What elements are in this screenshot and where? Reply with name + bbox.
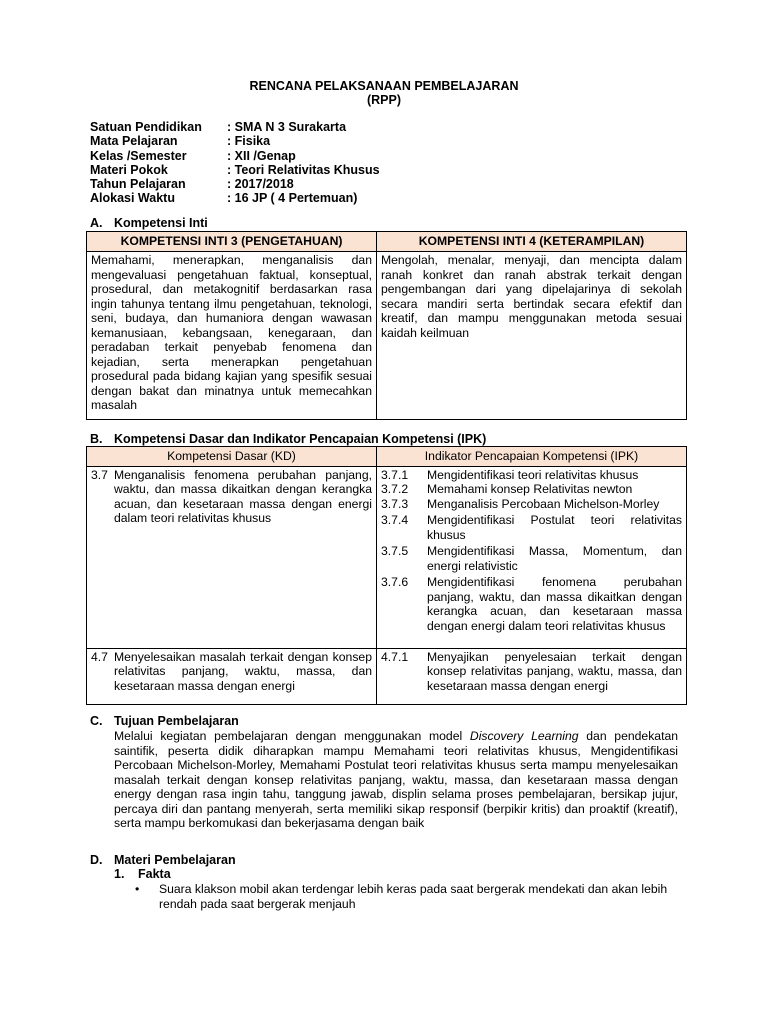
table-header: Kompetensi Dasar (KD) — [87, 447, 377, 467]
ipk-item — [381, 468, 682, 483]
identity-value: : 2017/2018 — [227, 177, 294, 192]
section-title: Tujuan Pembelajaran — [114, 714, 239, 728]
section-number: C. — [90, 714, 103, 728]
ipk-item — [381, 497, 682, 512]
ipk-text: Mengidentifikasi fenomena perubahan panjang, waktu, dan massa dikaitkan dengan kerangka acuan, dan kesetaraan massa dengan energi dalam teori relativitas khusus — [427, 575, 682, 633]
table-header: KOMPETENSI INTI 4 (KETERAMPILAN) — [377, 232, 687, 252]
ipk-text: Menganalisis Percobaan Michelson-Morley — [427, 496, 660, 511]
identity-label: Satuan Pendidikan — [90, 120, 202, 134]
ipk-item — [381, 513, 682, 542]
ipk-text: Memahami konsep Relativitas newton — [427, 482, 633, 496]
bullet-icon: • — [135, 882, 140, 896]
identity-label: Mata Pelajaran — [90, 134, 178, 149]
identity-label: Materi Pokok — [90, 162, 168, 177]
document-title: RENCANA PELAKSANAAN PEMBELAJARAN — [249, 79, 519, 93]
section-number: B. — [90, 432, 103, 446]
ipk-item — [381, 650, 682, 694]
section-title: Kompetensi Dasar dan Indikator Pencapaian Kompetensi (IPK) — [114, 432, 487, 446]
identity-row — [90, 177, 380, 191]
subsection-number: 1. — [114, 867, 125, 881]
section-title: Materi Pembelajaran — [114, 853, 236, 867]
kd-number: 4.7 — [91, 649, 108, 664]
list-item — [135, 882, 679, 911]
kd-text: Menganalisis fenomena perubahan panjang, waktu, dan massa dikaitkan dengan kerangka acuan, dan kesetaraan massa dengan energi dalam teori relativitas khusus — [114, 467, 372, 525]
identity-row — [90, 191, 380, 205]
kd-item — [91, 468, 372, 526]
ipk-text: Mengidentifikasi Massa, Momentum, dan energi relativistic — [427, 544, 682, 573]
section-number: A. — [90, 216, 103, 230]
table-cell — [87, 466, 377, 648]
kd-number: 3.7 — [91, 467, 108, 482]
ipk-text: Mengidentifikasi Postulat teori relativitas khusus — [427, 513, 682, 542]
section-a-heading — [90, 216, 208, 231]
identity-value: : 16 JP ( 4 Pertemuan) — [227, 191, 358, 206]
ipk-number: 3.7.2 — [381, 482, 409, 496]
ipk-number: 3.7.1 — [381, 467, 409, 482]
core-competency-table — [86, 231, 687, 420]
table-cell: Memahami, menerapkan, menganalisis dan mengevaluasi pengetahuan faktual, konseptual, prosedural, dan metakognitif berdasarkan rasa ingin tahunya tentang ilmu pengetahuan, teknologi, seni, budaya, dan humaniora dengan wawasan kemanusiaan, kebangsaan, kenegaraan, dan peradaban terkait penyebab fenomena dan kejadian, serta menerapkan pengetahuan prosedural pada bidang kajian yang spesifik sesuai dengan bakat dan minatnya untuk memecahkan masalah — [87, 252, 377, 420]
list-item-text: Suara klakson mobil akan terdengar lebih keras pada saat bergerak mendekati dan akan lebih rendah pada saat bergerak menjauh — [159, 882, 668, 911]
table-cell — [377, 648, 687, 704]
ipk-number: 3.7.6 — [381, 575, 409, 589]
ipk-number: 3.7.3 — [381, 496, 409, 511]
subsection-heading — [114, 867, 171, 882]
identity-value: : Teori Relativitas Khusus — [227, 162, 380, 177]
document-subtitle: (RPP) — [366, 93, 402, 107]
identity-label: Tahun Pelajaran — [90, 177, 186, 192]
table-header: KOMPETENSI INTI 3 (PENGETAHUAN) — [87, 232, 377, 252]
section-title: Kompetensi Inti — [114, 216, 208, 230]
objective-text-end: dan pendekatan saintifik, peserta didik diharapkan mampu Memahami teori relativitas khusus, Mengidentifikasi Percobaan Michelson-Morley, Memahami Postulat teori relativitas khusus serta mampu menyelesaikan masalah terkait dengan konsep relativitas panjang, waktu, massa, dan kesetaraan massa dengan energy dengan rasa ingin tahu, tanggung jawab, displin selama proses pembelajaran, bersikap jujur, percaya diri dan pantang menyerah, serta memiliki sikap responsif (berpikir kritis) dan proaktif (kreatif), serta mampu berkomukasi dan bekerjasama dengan baik — [114, 729, 679, 830]
identity-row — [90, 134, 380, 148]
ipk-number: 3.7.5 — [381, 544, 409, 558]
table-cell — [87, 648, 377, 704]
identity-row — [90, 149, 380, 163]
identity-label: Kelas /Semester — [90, 148, 187, 163]
kd-item — [91, 650, 372, 694]
identity-block — [90, 120, 380, 206]
section-number: D. — [90, 853, 103, 867]
objective-text-start: Melalui kegiatan pembelajaran dengan menggunakan model — [114, 729, 470, 743]
learning-objective-text — [114, 729, 678, 831]
identity-value: : SMA N 3 Surakarta — [227, 120, 347, 134]
table-cell: Mengolah, menalar, menyaji, dan mencipta dalam ranah konkret dan ranah abstrak terkait dengan pengembangan dari yang dipelajarinya di sekolah secara mandiri serta bertindak secara efektif dan kreatif, dan mampu menggunakan metoda sesuai kaidah keilmuan — [377, 252, 687, 420]
table-cell — [377, 466, 687, 648]
section-c-heading — [90, 714, 239, 729]
ipk-number: 3.7.4 — [381, 513, 409, 527]
section-b-heading — [90, 432, 486, 447]
ipk-number: 4.7.1 — [381, 649, 409, 664]
basic-competency-table — [86, 446, 687, 705]
identity-row — [90, 120, 380, 134]
ipk-text: Mengidentifikasi teori relativitas khusus — [427, 467, 639, 482]
ipk-item — [381, 575, 682, 633]
subsection-title: Fakta — [138, 867, 171, 881]
objective-model-name: Discovery Learning — [469, 729, 579, 743]
kd-text: Menyelesaikan masalah terkait dengan konsep relativitas panjang, waktu, massa, dan kesetaraan massa dengan energi — [114, 649, 372, 693]
identity-label: Alokasi Waktu — [90, 191, 175, 206]
identity-value: : XII /Genap — [227, 148, 296, 163]
identity-row — [90, 163, 380, 177]
ipk-item — [381, 544, 682, 573]
section-d-heading — [90, 853, 236, 868]
table-header: Indikator Pencapaian Kompetensi (IPK) — [377, 447, 687, 467]
ipk-text: Menyajikan penyelesaian terkait dengan konsep relativitas panjang, waktu, massa, dan kesetaraan massa dengan energi — [427, 649, 682, 693]
identity-value: : Fisika — [227, 134, 271, 149]
ipk-item — [381, 482, 682, 497]
